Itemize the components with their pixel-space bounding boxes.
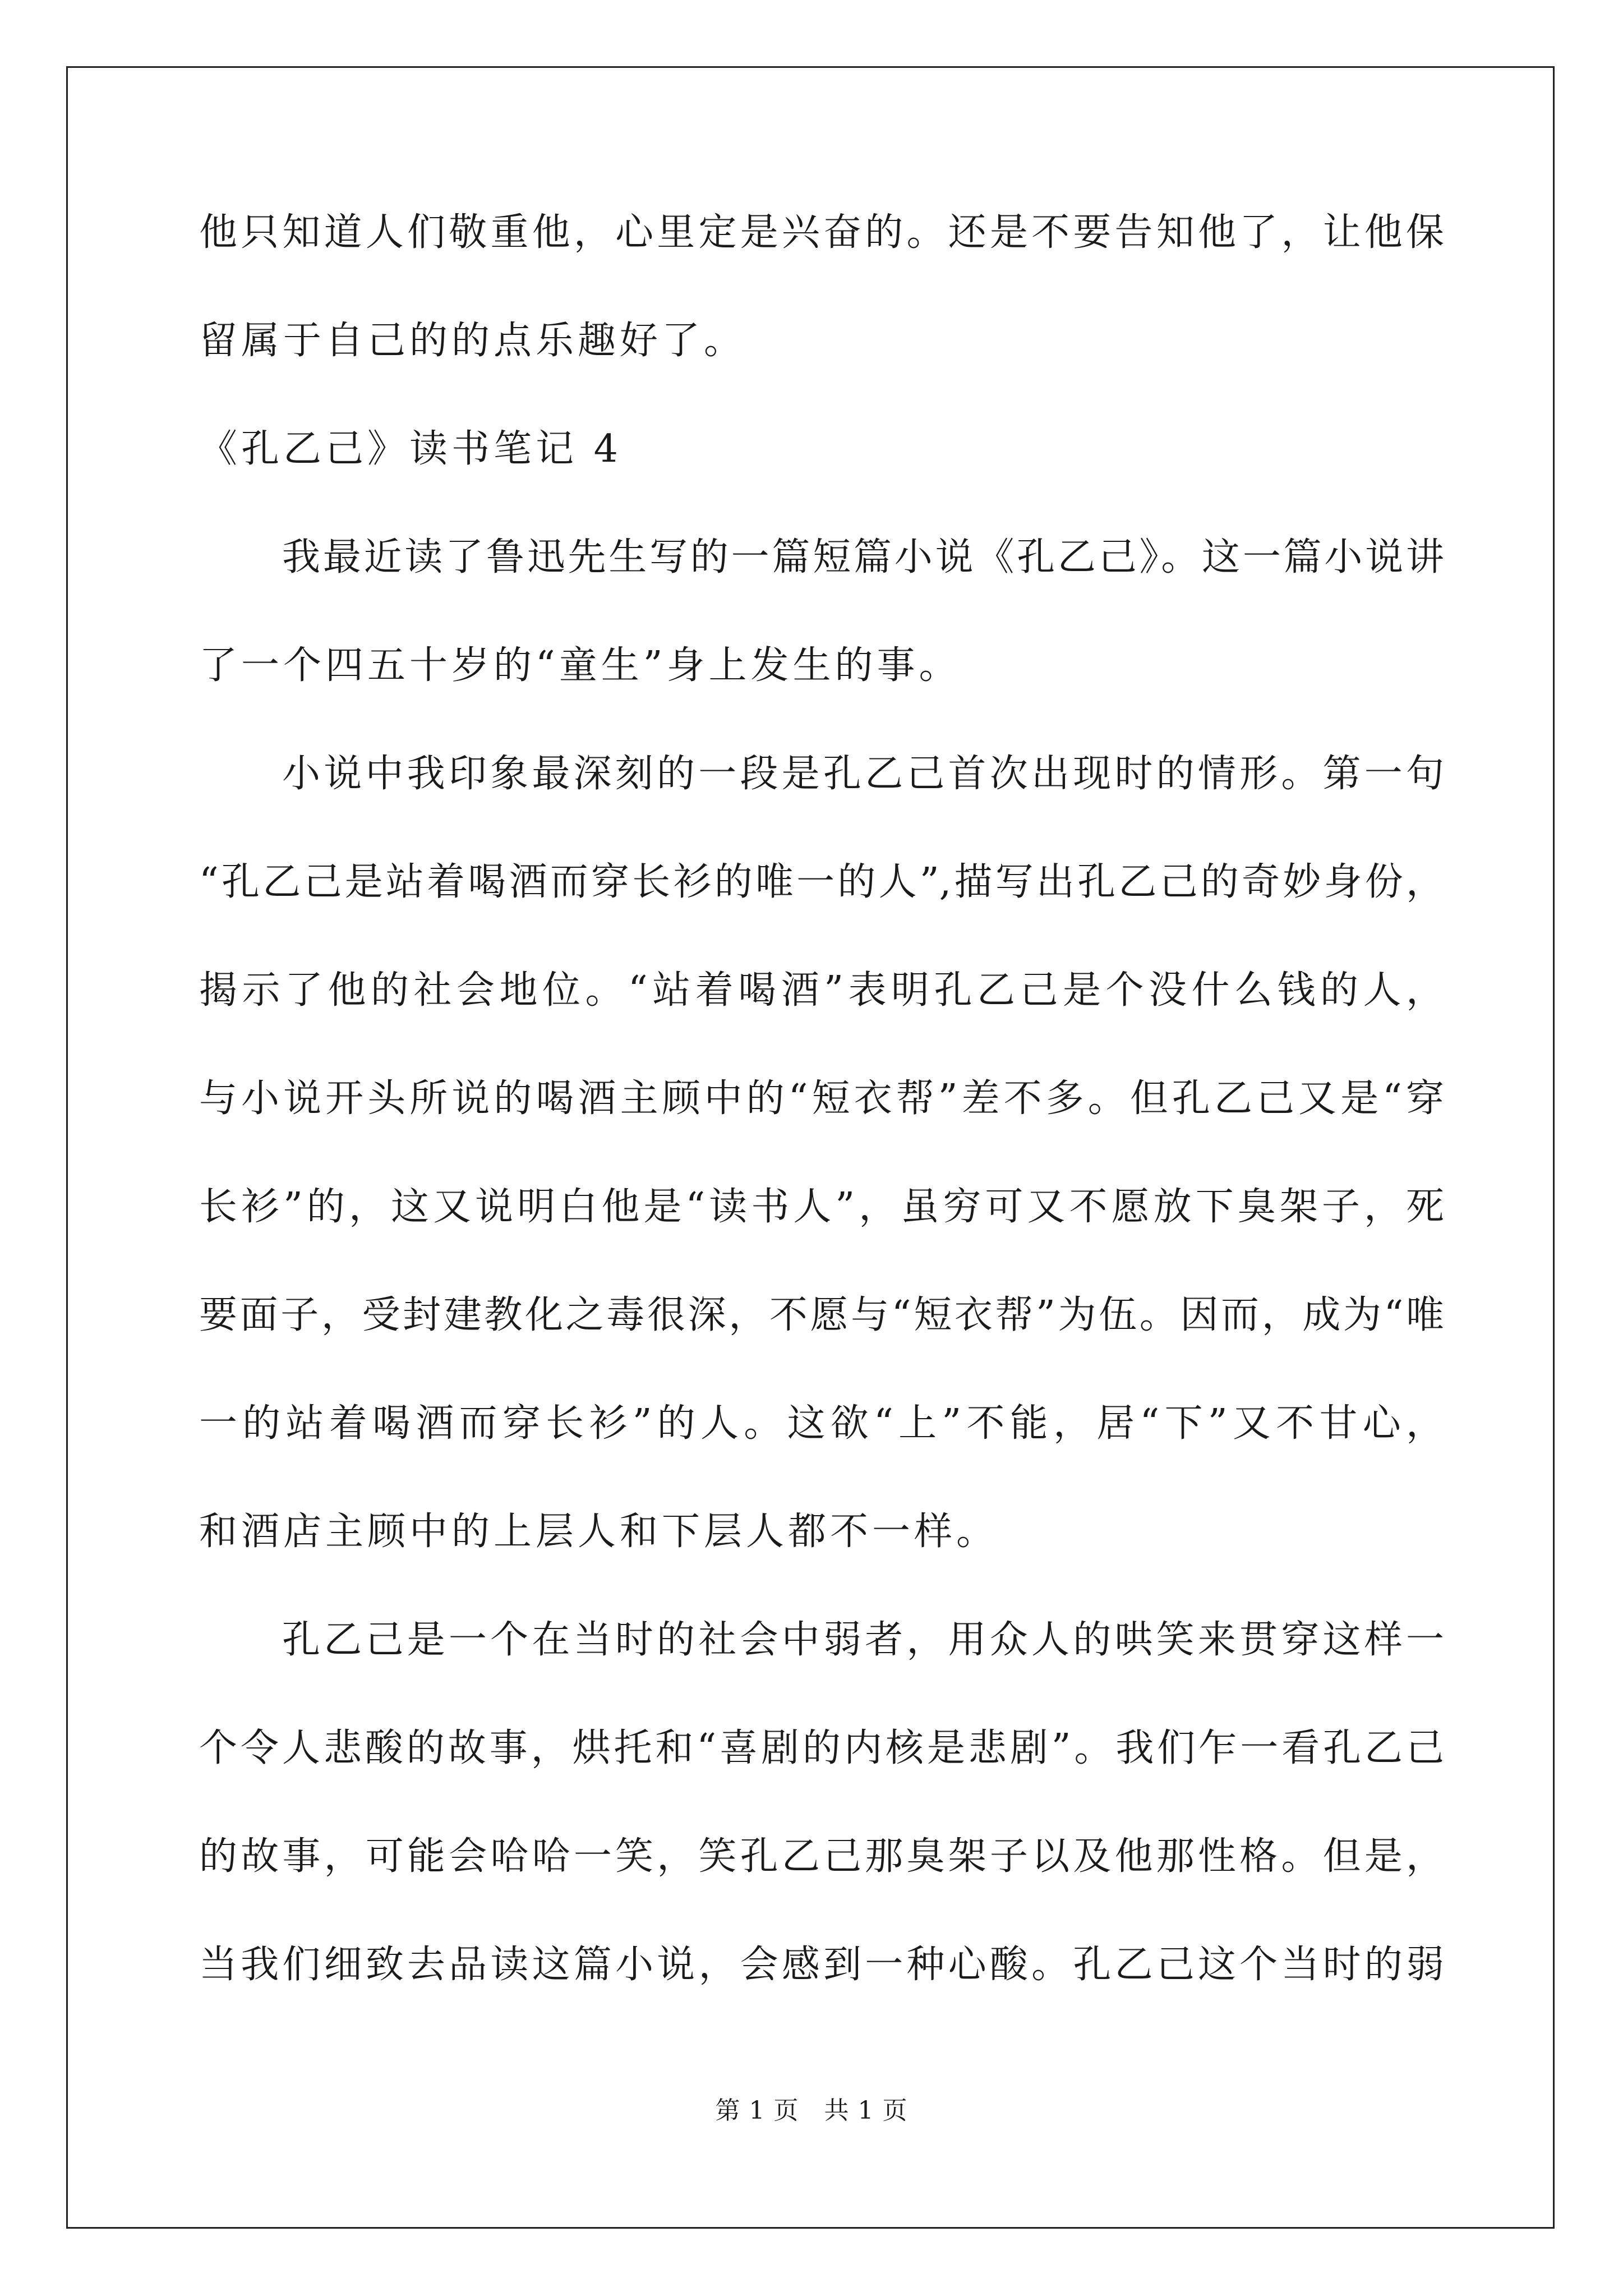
text-line: 和酒店主顾中的上层人和下层人都不一样。 xyxy=(199,1510,999,1554)
text-line: 他只知道人们敬重他，心里定是兴奋的。还是不要告知他了，让他保 xyxy=(199,210,1444,255)
text-line: 当我们细致去品读这篇小说，会感到一种心酸。孔乙己这个当时的弱 xyxy=(199,1943,1444,1987)
text-line: 留属于自己的的点乐趣好了。 xyxy=(199,319,746,363)
text-line: 的故事，可能会哈哈一笑，笑孔乙己那臭架子以及他那性格。但是， xyxy=(199,1834,1444,1879)
page-number-footer: 第 1 页 共 1 页 xyxy=(715,2096,908,2125)
text-line: 与小说开头所说的喝酒主顾中的“短衣帮”差不多。但孔乙己又是“穿 xyxy=(199,1076,1444,1121)
text-line: 要面子，受封建教化之毒很深，不愿与“短衣帮”为伍。因而，成为“唯 xyxy=(199,1293,1444,1337)
text-line: 一的站着喝酒而穿长衫”的人。这欲“上”不能，居“下”又不甘心， xyxy=(199,1401,1444,1446)
text-line: 了一个四五十岁的“童生”身上发生的事。 xyxy=(199,643,961,688)
section-heading: 《孔乙己》读书笔记 4 xyxy=(199,427,622,471)
text-line: 揭示了他的社会地位。“站着喝酒”表明孔乙己是个没什么钱的人， xyxy=(199,968,1444,1013)
text-line: 孔乙己是一个在当时的社会中弱者，用众人的哄笑来贯穿这样一 xyxy=(282,1618,1444,1662)
text-line: 我最近读了鲁迅先生写的一篇短篇小说《孔乙己》。这一篇小说讲 xyxy=(282,535,1444,579)
page-border xyxy=(66,66,1555,2229)
text-line: “孔乙己是站着喝酒而穿长衫的唯一的人”,描写出孔乙己的奇妙身份， xyxy=(199,860,1444,904)
text-line: 长衫”的，这又说明白他是“读书人”，虽穷可又不愿放下臭架子，死 xyxy=(199,1185,1444,1229)
text-line: 小说中我印象最深刻的一段是孔乙己首次出现时的情形。第一句 xyxy=(282,752,1444,796)
text-line: 个令人悲酸的故事，烘托和“喜剧的内核是悲剧”。我们乍一看孔乙己 xyxy=(199,1726,1444,1770)
